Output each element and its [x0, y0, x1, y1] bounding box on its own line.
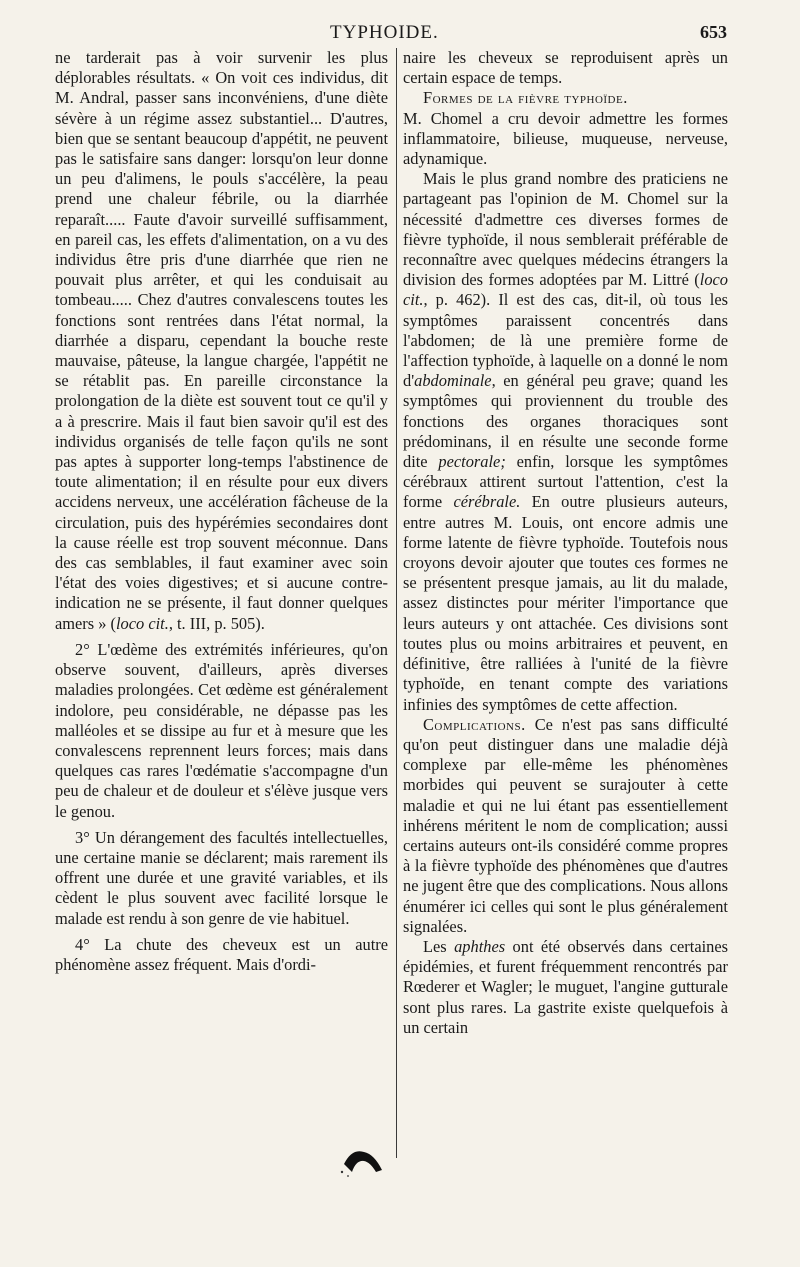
- term-aphthes: aphthes: [454, 936, 506, 956]
- citation-loco-cit: loco cit.: [116, 613, 169, 633]
- ink-blot-mark: [338, 1142, 386, 1178]
- paragraph-oedeme: 2° L'œdème des extrémités inférieures, qu'on observe souvent, d'ailleurs, après diverses maladies prolongées. Cet œdème est généralement indolore, peu considérable, ne dépasse pas les malléoles et se dissipe au fur et à mesure que les convalescens reprennent leurs forces; mais dans quelques cas rares l'œdématie s'accompagne d'un peu de chaleur et de douleur et s'élève jusque vers le genou.: [55, 639, 388, 821]
- right-column: [403, 48, 728, 1038]
- paragraph-formes-text: M. Chomel a cru devoir admettre les formes inflammatoire, bilieuse, muqueuse, nerveuse, adynamique.: [403, 108, 728, 169]
- running-title: TYPHOIDE.: [330, 22, 439, 43]
- paragraph-littre-text-2: , p. 462). Il est des cas, dit-il, où tous les symptômes paraissent concentrés dans l'abdomen; de là une première forme de l'affection typhoïde, à laquelle on a donné le nom d': [403, 290, 728, 391]
- paragraph-littre: [403, 169, 728, 714]
- section-heading-complications: Complications.: [423, 714, 526, 734]
- paragraph-complications: [403, 715, 728, 937]
- paragraph-littre-text-1: Mais le plus grand nombre des praticiens ne partageant pas l'opinion de M. Chomel sur la nécessité d'admettre ces diverses formes de fièvre typhoïde, il nous semblerait préférable de reconnaître avec quelques médecins étrangers la division des formes adoptées par M. Littré (: [403, 169, 728, 290]
- term-pectorale: pectorale;: [438, 452, 506, 472]
- paragraph-aphthes-text-2: ont été observés dans certaines épidémies, et furent fréquemment rencontrés par Rœderer et Wagler; le muguet, l'angine gutturale sont plus rares. La gastrite existe quelquefois à un certain: [403, 936, 728, 1037]
- page-number: 653: [700, 22, 727, 42]
- column-divider: [396, 48, 397, 1158]
- citation-loco-cit-right: loco cit.: [403, 270, 728, 310]
- paragraph-aphthes-text-1: Les: [423, 936, 455, 956]
- paragraph-formes: [403, 88, 728, 169]
- paragraph-complications-text: Ce n'est pas sans difficulté qu'on peut distinguer dans une maladie déjà complexe par elle-même les phénomènes morbides qui peuvent se surajouter à cette maladie et qui ne lui étant pas essentiellement inhérens méritent le nom de complication; aussi certains auteurs ont-ils considéré comme propres à la fièvre typhoïde des phénomènes que d'autres ne jugent être que des complications. Nous allons énumérer ici celles qui sont le plus généralement signalées.: [403, 714, 729, 936]
- paragraph-cheveux: 4° La chute des cheveux est un autre phénomène assez fréquent. Mais d'ordi-: [55, 934, 388, 974]
- section-heading-formes: Formes de la fièvre typhoïde.: [423, 88, 628, 108]
- running-header: [0, 22, 800, 46]
- citation-reference: , t. III, p. 505).: [168, 613, 265, 633]
- paragraph-aphthes: [403, 937, 728, 1038]
- paragraph-facultes: 3° Un dérangement des facultés intellectuelles, une certaine manie se déclarent; mais rarement ils offrent une durée et une gravité variables, et ils cèdent le plus souvent avec facilité lorsque le malade est rendu à son genre de vie habituel.: [55, 827, 388, 928]
- term-cerebrale: cérébrale.: [453, 492, 521, 512]
- paragraph-littre-text-3: , en général peu grave; quand les symptômes qui proviennent du trouble des fonctions des organes thoraciques sont prédominans, il en résulte une seconde forme dite: [403, 371, 728, 472]
- term-abdominale: abdominale: [414, 371, 492, 391]
- paragraph-littre-text-4: enfin, lorsque les symptômes cérébraux attirent surtout l'attention, c'est la forme: [403, 452, 729, 512]
- paragraph-diet-text: ne tarderait pas à voir survenir les plus déplorables résultats. « On voit ces individus, dit M. Andral, passer sans inconvéniens, d'une diète sévère à un régime assez substantiel... D'autres, bien que se sentant beaucoup d'appétit, ne peuvent pas le satisfaire sans danger: lorsqu'on leur donne un peu d'alimens, le pouls s'accélère, la peau prend une chaleur fébrile, ou la diarrhée reparaît..... Faute d'avoir surveillé suffisamment, en pareil cas, les effets d'alimentation, on a vu des individus être pris d'une diarrhée que rien ne pouvait plus arrêter, et qui les conduisait au tombeau..... Chez d'autres convalescens toutes les fonctions sont rentrées dans l'état normal, la diarrhée a disparu, cependant la bouche reste mauvaise, pâteuse, la langue chargée, l'appétit ne se rétablit pas. En pareille circonstance la prolongation de la diète est souvent tout ce qu'il y a à prescrire. Mais il faut bien savoir qu'il est des individus organisés de telle façon qu'ils ne sont pas aptes à supporter long-temps l'abstinence de toute alimentation; il en résulte pour eux divers accidens nerveux, une accélération fâcheuse de la circulation, puis des hypérémies secondaires dont la cause réelle est trop souvent méconnue. Dans des cas semblables, il faut examiner avec soin l'état des voies digestives; et si aucune contre-indication ne se présente, il faut donner quelques amers » (: [55, 48, 388, 633]
- paragraph-diet: [55, 48, 388, 634]
- paragraph-littre-text-5: En outre plusieurs auteurs, entre autres M. Louis, ont encore admis une forme latente de fièvre typhoïde. Toutefois nous croyons devoir ajouter que toutes ces formes ne se présentent presque jamais, au lit du malade, assez distinctes pour mériter l'importance que leurs auteurs y ont attachée. Ces divisions sont toutes plus ou moins arbitraires et peuvent, en définitive, être ralliées à l'unité de la fièvre typhoïde, en tenant compte des variations infinies des symptômes de cette affection.: [403, 492, 729, 714]
- left-column: [55, 48, 388, 975]
- paragraph-cheveux-continued: naire les cheveux se reproduisent après un certain espace de temps.: [403, 48, 728, 88]
